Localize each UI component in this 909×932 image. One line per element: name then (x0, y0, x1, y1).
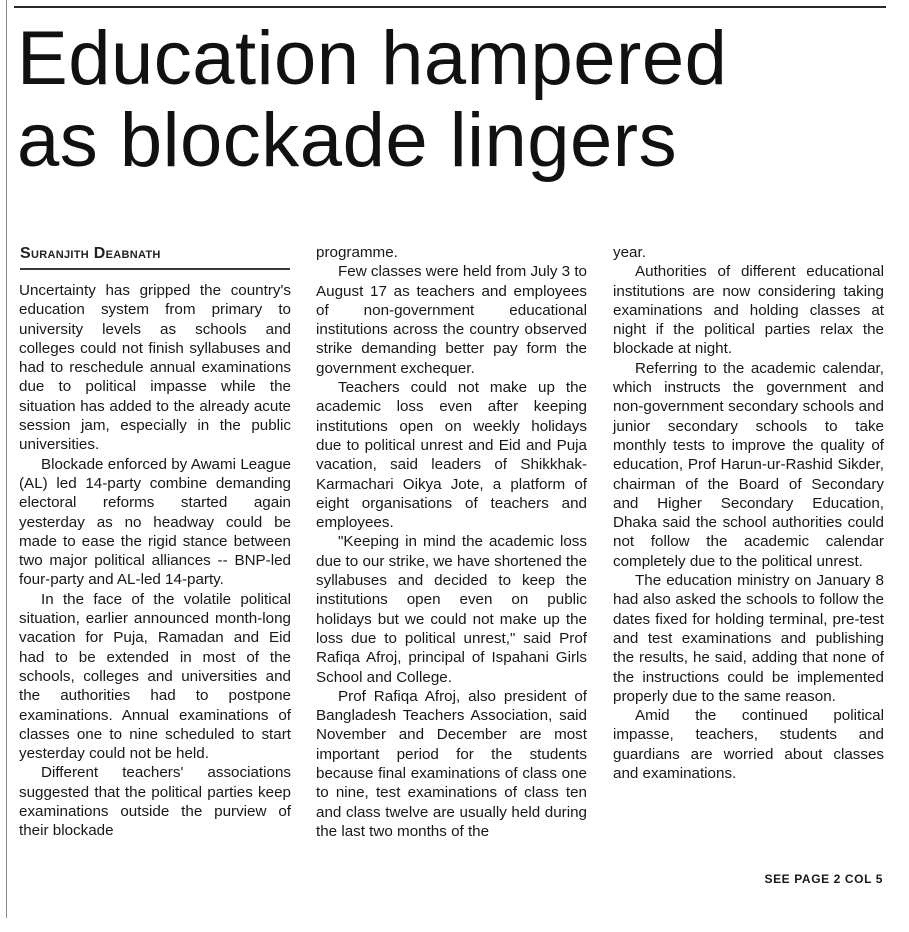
headline-line-1: Education hampered (17, 16, 728, 101)
paragraph: programme. (316, 244, 398, 261)
paragraph: Uncertainty has gripped the country's education system from primary to university levels as schools and colleges could not finish syllabuses and had to reschedule annual examinations due to political impasse while the situation has added to the already acute session jam, especially in the public universities. (19, 282, 291, 454)
byline: Suranjith Deabnath (20, 244, 290, 270)
paragraph: Different teachers' associations suggested that the political parties keep examinations outside the purview of their blockade (19, 764, 291, 840)
paragraph: Few classes were held from July 3 to August 17 as teachers and employees of non-government educational institutions across the country observed strike demanding better pay form the government exchequer. (316, 263, 587, 377)
paragraph: Blockade enforced by Awami League (AL) led 14-party combine demanding electoral reforms started again yesterday as no headway could be made to ease the rigid stance between two major political alliances -- BNP-led four-party and AL-led 14-party. (19, 455, 291, 589)
paragraph: Amid the continued political impasse, teachers, students and guardians are worried about classes and examinations. (613, 707, 884, 783)
paragraph: Referring to the academic calendar, which instructs the government and non-government secondary schools and junior secondary schools to take monthly tests to improve the quality of education, Prof Harun-ur-Rashid Sikder, chairman of the Board of Secondary and Higher Secondary Education, Dhaka said the school authorities could not follow the academic calendar completely due to the political unrest. (613, 359, 884, 570)
left-border-rule (6, 0, 7, 918)
continuation-reference: SEE PAGE 2 COL 5 (764, 872, 883, 886)
top-border-rule (14, 6, 886, 8)
paragraph: Teachers could not make up the academic loss even after keeping institutions open on weekly holidays due to political unrest and Eid and Puja vacation, said leaders of Shikkhak-Karmachari Oikya Jote, a platform of eight organisations of teachers and employees. (316, 379, 587, 532)
article-column-3 (613, 243, 884, 783)
article-column-2 (316, 243, 587, 841)
paragraph: Prof Rafiqa Afroj, also president of Bangladesh Teachers Association, said November and December are most important period for the students because final examinations of class one to nine, test examinations of class ten and class twelve are usually held during the last two months of the (316, 687, 587, 840)
paragraph: year. (613, 244, 646, 261)
paragraph: The education ministry on January 8 had also asked the schools to follow the dates fixed for holding terminal, pre-test and test examinations and publishing the results, he said, adding that none of the instructions could be implemented properly due to the same reason. (613, 572, 884, 705)
paragraph: Authorities of different educational institutions are now considering taking examinations and holding classes at night if the political parties relax the blockade at night. (613, 263, 884, 358)
headline-line-2: as blockade lingers (17, 98, 678, 183)
paragraph: "Keeping in mind the academic loss due to our strike, we have shortened the syllabuses and decided to keep the institutions open even on public holidays but we could not make up the loss due to political unrest," said Prof Rafiqa Afroj, principal of Ispahani Girls School and College. (316, 533, 588, 686)
headline (17, 18, 897, 182)
article-column-1 (19, 281, 291, 841)
paragraph: In the face of the volatile political situation, earlier announced month-long vacation for Puja, Ramadan and Eid had to be extended in most of the schools, colleges and universities and the authorities had to postpone examinations. Annual examinations of classes one to nine scheduled to start yesterday could not be held. (19, 590, 291, 763)
